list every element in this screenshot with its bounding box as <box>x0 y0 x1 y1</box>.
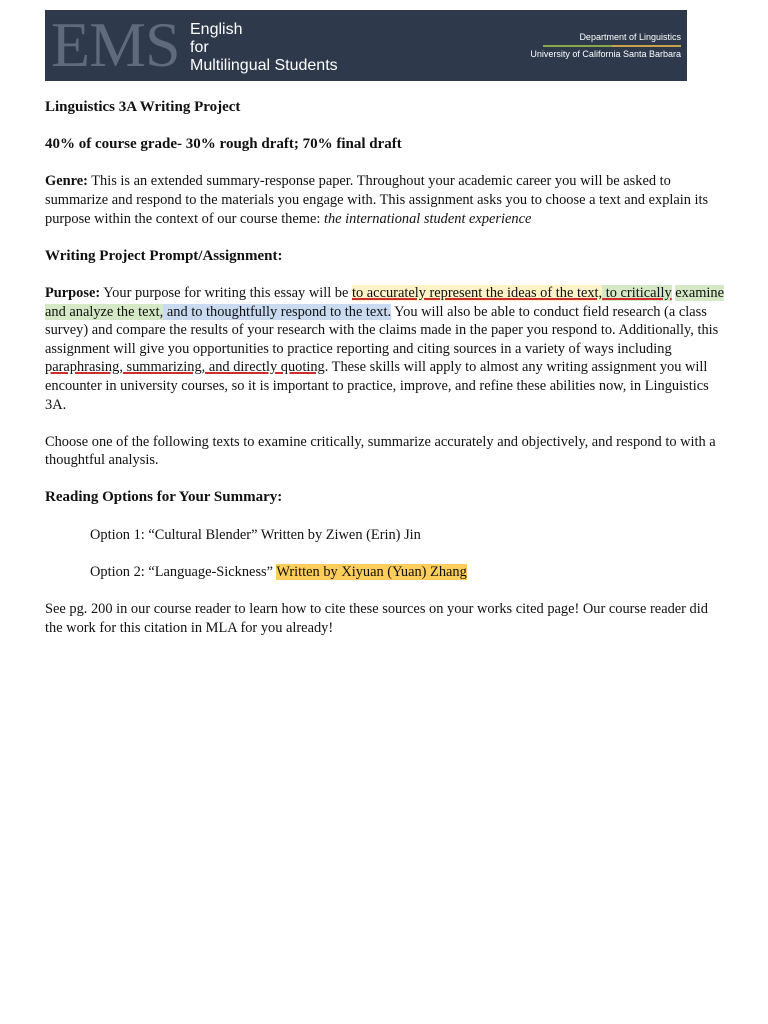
grade-line: 40% of course grade- 30% rough draft; 70% final draft <box>45 136 402 153</box>
genre-text: This is an extended summary-response paper. Throughout your academic career you will be asked to summarize and respond to the materials you engage with. This assignment asks you to choose a text and explain its purpose within the context of our course theme: <box>45 173 709 227</box>
purpose-label: Purpose: <box>45 284 101 301</box>
university-name: University of California Santa Barbara <box>530 49 681 59</box>
prompt-heading: Writing Project Prompt/Assignment: <box>45 247 283 264</box>
option-2-title: Option 2: “Language-Sickness” <box>90 563 277 580</box>
department-block <box>530 32 681 60</box>
purpose-text-middle: You will also be able to conduct field research (a class survey) and compare the results of your research with the claims made in the paper you respond to. Additionally, this assignment will give you opportunities to practice reporting and citing sources in a variety of ways including <box>45 303 719 357</box>
highlight-critically: to critically <box>602 284 672 301</box>
genre-paragraph <box>45 172 725 228</box>
citation-note: See pg. 200 in our course reader to learn how to cite these sources on your works cited page! Our course reader did the work for this citation in MLA for you already! <box>45 601 708 636</box>
highlight-examine: examine and analyze the text, <box>45 284 725 320</box>
purpose-text-intro: Your purpose for writing this essay will be <box>100 284 352 301</box>
genre-label: Genre: <box>45 173 88 190</box>
purpose-paragraph <box>45 284 725 414</box>
choose-paragraph: Choose one of the following texts to examine critically, summarize accurately and objectively, and respond to with a thoughtful analysis. <box>45 433 716 469</box>
course-theme: the international student experience <box>323 210 532 227</box>
course-title: Linguistics 3A Writing Project <box>45 99 241 115</box>
ems-logo: EMS <box>51 9 180 80</box>
program-name-line: Multilingual Students <box>190 57 338 74</box>
purpose-text-end: . These skills will apply to almost any writing assignment you will encounter in university courses, so it is important to practice, improve, and refine these abilities now, in Linguistics 3A. <box>45 359 709 413</box>
option-2-author: Written by Xiyuan (Yuan) Zhang <box>276 563 467 580</box>
underlined-skills: paraphrasing, summarizing, and directly quoting <box>45 359 325 376</box>
highlight-respond: and to thoughtfully respond to the text. <box>163 303 392 320</box>
program-name-line: for <box>190 39 209 56</box>
header-banner <box>45 10 687 81</box>
department-name: Department of Linguistics <box>579 32 681 42</box>
department-divider <box>543 45 681 47</box>
document-body <box>45 98 725 656</box>
program-name-line: English <box>190 21 243 38</box>
program-name <box>190 21 338 75</box>
reading-option-1: Option 1: “Cultural Blender” Written by Ziwen (Erin) Jin <box>90 526 421 543</box>
reading-option-2 <box>45 563 725 582</box>
reading-heading: Reading Options for Your Summary: <box>45 489 283 506</box>
highlight-represent: to accurately represent the ideas of the text, <box>352 284 603 301</box>
